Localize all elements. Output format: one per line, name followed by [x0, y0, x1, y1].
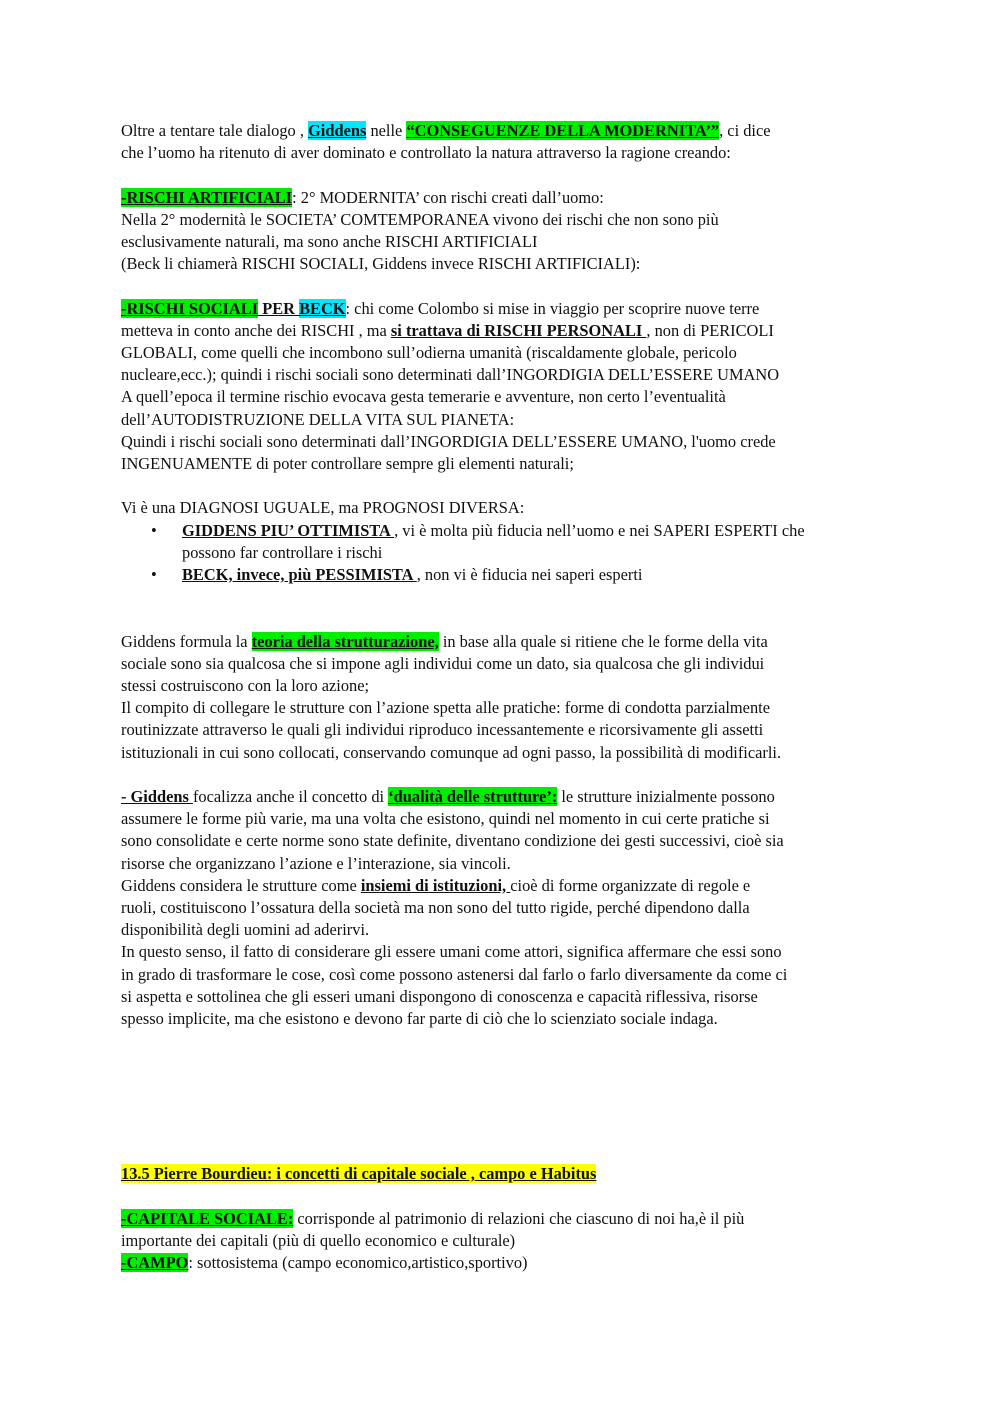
dualita-line-10: si aspetta e sottolinea che gli esseri umani dispongono di conoscenza e capacità riflessiva, risorse [121, 986, 758, 1006]
strutturazione-line-1: Giddens formula la teoria della strutturazione, in base alla quale si ritiene che le forme della vita [121, 631, 768, 651]
rischi-artificiali-line-1: -RISCHI ARTIFICIALI: 2° MODERNITA’ con rischi creati dall’uomo: [121, 187, 604, 207]
bold-giddens: - Giddens [121, 787, 193, 806]
label-campo: -CAMPO [121, 1253, 189, 1273]
rischi-sociali-line-8: INGENUAMENTE di poter controllare sempre gli elementi naturali; [121, 454, 574, 474]
strutturazione-line-4: Il compito di collegare le strutture con l’azione spetta alle pratiche: forme di condotta parzialmente [121, 698, 770, 718]
capitale-sociale-line-2: importante dei capitali (più di quello economico e culturale) [121, 1230, 516, 1250]
bullet-icon: • [151, 565, 157, 585]
document-page [121, 120, 881, 1274]
label-rischi-artificiali: -RISCHI ARTIFICIALI [121, 187, 293, 207]
rischi-artificiali-line-3: esclusivamente naturali, ma sono anche RISCHI ARTIFICIALI [121, 232, 538, 251]
list-item: • GIDDENS PIU’ OTTIMISTA , vi è molta più fiducia nell’uomo e nei SAPERI ESPERTI che possono far controllare i rischi [151, 520, 805, 562]
strutturazione-line-3: stessi costruiscono con la loro azione; [121, 676, 370, 695]
dualita-line-3: sono consolidate e certe norme sono state definite, diventano condizione dei gesti successivi, cioè sia [121, 831, 784, 851]
intro-line-2: che l’uomo ha ritenuto di aver dominato e controllato la natura attraverso la ragione creando: [121, 143, 731, 163]
capitale-sociale-line-1: -CAPITALE SOCIALE: corrisponde al patrimonio di relazioni che ciascuno di noi ha,è il più [121, 1208, 745, 1228]
bullet-icon: • [151, 520, 157, 540]
highlight-teoria-strutturazione: teoria della strutturazione, [251, 631, 439, 651]
dualita-line-11: spesso implicite, ma che esistono e devono far parte di ciò che lo scienziato sociale indaga. [121, 1009, 718, 1029]
diagnosi-list [121, 520, 881, 587]
campo-line: -CAMPO: sottosistema (campo economico,artistico,sportivo) [121, 1253, 528, 1273]
diagnosi-intro: Vi è una DIAGNOSI UGUALE, ma PROGNOSI DIVERSA: [121, 498, 525, 518]
label-capitale-sociale: -CAPITALE SOCIALE: [121, 1208, 294, 1228]
rischi-sociali-line-2: metteva in conto anche dei RISCHI , ma si trattava di RISCHI PERSONALI , non di PERICOLI [121, 320, 774, 340]
dualita-line-5: Giddens considera le strutture come insiemi di istituzioni, cioè di forme organizzate di regole e [121, 875, 751, 895]
highlight-dualita: ‘dualità delle strutture’: [388, 787, 558, 806]
highlight-giddens: Giddens [308, 121, 367, 140]
rischi-sociali-line-5: A quell’epoca il termine rischio evocava gesta temerarie e avventure, non certo l’eventualità [121, 387, 726, 407]
text: , ci dice [719, 121, 771, 140]
text: nelle [366, 121, 407, 140]
rischi-sociali-line-7: Quindi i rischi sociali sono determinati dall’INGORDIGIA DELL’ESSERE UMANO, l'uomo crede [121, 431, 776, 451]
rischi-sociali-line-1: -RISCHI SOCIALI PER BECK: chi come Colombo si mise in viaggio per scoprire nuove terre [121, 298, 760, 318]
strutturazione-line-2: sociale sono sia qualcosa che si impone agli individui come un dato, sia qualcosa che gli individui [121, 653, 765, 673]
section-heading: 13.5 Pierre Bourdieu: i concetti di capitale sociale , campo e Habitus [121, 1164, 597, 1184]
highlight-conseguenze: “CONSEGUENZE DELLA MODERNITA’” [406, 121, 720, 140]
dualita-line-4: risorse che organizzano l’azione e l’interazione, sia vincoli. [121, 853, 511, 873]
dualita-line-9: in grado di trasformare le cose, così come possono astenersi dal farlo o farlo diversamente da come ci [121, 964, 788, 984]
highlight-beck: BECK [299, 298, 346, 318]
rischi-sociali-line-4: nucleare,ecc.); quindi i rischi sociali sono determinati dall’INGORDIGIA DELL’ESSERE UMANO [121, 365, 780, 385]
strutturazione-line-5: routinizzate attraverso le quali gli individui riproduco incessantemente e ricorsivamente gli assetti [121, 720, 764, 740]
rischi-artificiali-line-2: Nella 2° modernità le SOCIETA’ COMTEMPORANEA vivono dei rischi che non sono più [121, 209, 719, 229]
bold-insiemi-istituzioni: insiemi di istituzioni, [360, 875, 511, 895]
dualita-line-1: - Giddens focalizza anche il concetto di ‘dualità delle strutture’: le strutture inizialmente possono [121, 787, 775, 806]
rischi-sociali-line-3: GLOBALI, come quelli che incombono sull’odierna umanità (riscaldamente globale, pericolo [121, 343, 737, 362]
dualita-line-8: In questo senso, il fatto di considerare gli essere umani come attori, significa affermare che essi sono [121, 942, 782, 962]
bold-rischi-personali: si trattava di RISCHI PERSONALI [390, 320, 647, 340]
list-item: • BECK, invece, più PESSIMISTA , non vi è fiducia nei saperi esperti [121, 564, 881, 586]
dualita-line-6: ruoli, costituiscono l’ossatura della società ma non sono del tutto rigide, perché dipendono dalla [121, 898, 750, 918]
dualita-line-7: disponibilità degli uomini ad aderirvi. [121, 920, 370, 940]
dualita-line-2: assumere le forme più varie, ma una volta che esistono, quindi nel momento in cui certe pratiche si [121, 809, 770, 829]
strutturazione-line-6: istituzionali in cui sono collocati, conservando comunque ad ogni passo, la possibilità di modificarli. [121, 742, 782, 762]
rischi-artificiali-line-4: (Beck li chiamerà RISCHI SOCIALI, Giddens invece RISCHI ARTIFICIALI): [121, 254, 641, 274]
rischi-sociali-line-6: dell’AUTODISTRUZIONE DELLA VITA SUL PIANETA: [121, 409, 515, 429]
text: Oltre a tentare tale dialogo , [121, 121, 309, 140]
intro-line-1 [121, 120, 881, 142]
label-per: PER [258, 298, 300, 318]
label-rischi-sociali: -RISCHI SOCIALI [121, 298, 259, 318]
